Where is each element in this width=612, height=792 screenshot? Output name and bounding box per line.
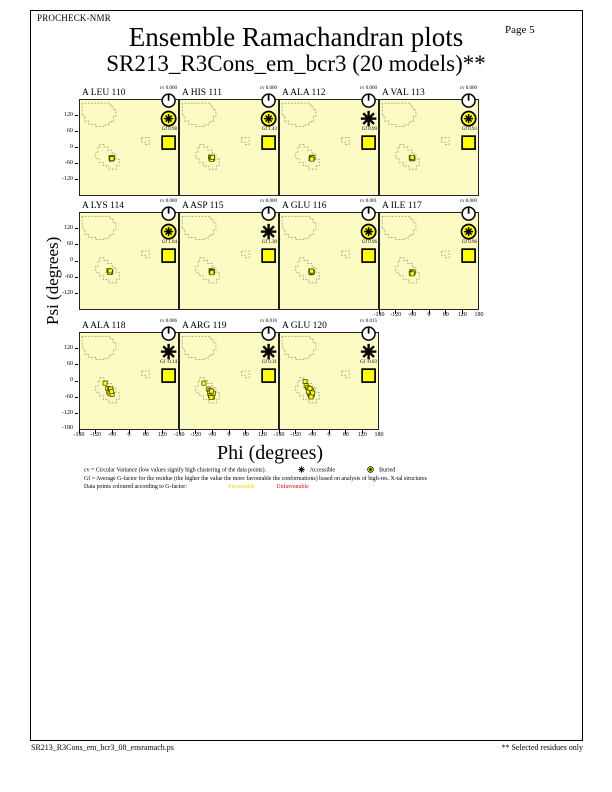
data-point	[109, 390, 113, 394]
buried-icon	[460, 223, 477, 240]
cv-line	[460, 199, 477, 240]
gf-line	[160, 240, 177, 264]
accessible-icon	[260, 343, 277, 360]
cv-dial-icon	[360, 205, 377, 222]
gf-value: Gf -0.14	[160, 359, 177, 365]
ramachandran-plot-a-arg-119	[179, 318, 279, 430]
cv-line	[360, 86, 377, 127]
residue-label: A ARG 119	[182, 321, 227, 331]
x-tick-label: 0	[327, 432, 331, 438]
cv-dial-icon	[160, 325, 177, 342]
y-tick-label: 120	[64, 224, 73, 231]
cv-value: cv 0.000	[159, 85, 177, 91]
gf-line	[260, 127, 277, 151]
cv-value: cv 0.015	[359, 318, 377, 324]
y-axis-tick	[75, 147, 79, 148]
buried-icon	[260, 110, 277, 127]
residue-label: A GLU 116	[282, 201, 327, 211]
data-point	[309, 395, 313, 399]
ramachandran-plot-a-ile-117	[379, 198, 479, 310]
data-point	[311, 391, 315, 395]
x-tick-label: 120	[257, 432, 267, 438]
legend-line-gfactor-colours	[84, 484, 574, 491]
x-tick-label: 180	[374, 432, 384, 438]
cv-value: cv 0.006	[159, 318, 177, 324]
data-point	[210, 155, 214, 159]
buried-icon	[160, 110, 177, 127]
y-axis-tick	[75, 131, 79, 132]
cv-line	[260, 319, 277, 360]
y-tick-label: 0	[70, 257, 73, 264]
buried-icon	[367, 466, 374, 476]
x-tick-label: 180	[474, 312, 484, 318]
y-tick-label: -120	[62, 410, 73, 417]
y-axis-tick	[75, 115, 79, 116]
unfavourable-label: Unfavourable	[276, 483, 309, 490]
y-axis-tick	[75, 228, 79, 229]
x-tick-label: -180	[173, 432, 185, 438]
x-tick-label: 60	[442, 312, 449, 318]
cv-value: cv 0.016	[259, 318, 277, 324]
gf-value: Gf 0.96	[461, 239, 477, 245]
y-tick-label: -120	[62, 176, 73, 183]
gf-value: Gf 0.93	[461, 126, 477, 132]
data-point	[209, 395, 213, 399]
y-axis-tick	[75, 364, 79, 365]
gf-line	[360, 127, 377, 151]
x-tick-label: -180	[273, 432, 285, 438]
gf-value: Gf 1.43	[261, 126, 277, 132]
residue-label: A HIS 111	[182, 88, 222, 98]
accessible-icon	[360, 343, 377, 360]
cv-line	[160, 319, 177, 360]
gf-line	[360, 360, 377, 384]
ramachandran-plot-a-lys-114	[79, 198, 179, 310]
x-tick-label: -120	[290, 432, 302, 438]
cv-value: cv 0.000	[459, 85, 477, 91]
footer-filename: SR213_R3Cons_em_bcr3_08_ensramach.ps	[31, 743, 174, 752]
y-tick-label: 60	[67, 127, 73, 134]
y-axis-tick	[75, 348, 79, 349]
buried-icon	[160, 223, 177, 240]
accessible-icon	[260, 223, 277, 240]
y-tick-label: -60	[65, 273, 73, 280]
cv-value: cv 0.000	[159, 198, 177, 204]
cv-value: cv 0.001	[359, 198, 377, 204]
ramachandran-plot-a-val-113	[379, 85, 479, 196]
x-tick-label: 120	[157, 432, 167, 438]
cv-dial-icon	[360, 325, 377, 342]
y-axis-tick	[75, 179, 79, 180]
cv-gf-block	[160, 319, 177, 384]
gf-square-icon	[360, 367, 377, 384]
cv-value: cv 0.000	[459, 198, 477, 204]
residue-label: A LEU 110	[82, 88, 126, 98]
y-tick-label: 60	[67, 361, 73, 368]
x-tick-label: -180	[73, 432, 85, 438]
data-point	[110, 157, 114, 161]
ramachandran-plot-a-glu-120	[279, 318, 379, 430]
cv-value: cv 0.000	[359, 85, 377, 91]
y-tick-label: 0	[70, 377, 73, 384]
gf-square-icon	[460, 247, 477, 264]
data-point	[410, 155, 414, 159]
y-axis-tick	[75, 397, 79, 398]
cv-value: cv 0.000	[259, 198, 277, 204]
gf-line	[260, 240, 277, 264]
cv-dial-icon	[460, 92, 477, 109]
residue-label: A ALA 118	[82, 321, 126, 331]
data-point	[209, 389, 213, 393]
data-point	[308, 386, 312, 390]
gf-square-icon	[360, 247, 377, 264]
cv-dial-icon	[260, 205, 277, 222]
gf-square-icon	[260, 134, 277, 151]
ramachandran-plot-a-ala-112	[279, 85, 379, 196]
gf-line	[460, 127, 477, 151]
x-tick-label: 0	[127, 432, 131, 438]
gf-square-icon	[460, 134, 477, 151]
y-tick-label: -60	[65, 160, 73, 167]
y-axis-tick	[75, 381, 79, 382]
cv-line	[260, 199, 277, 240]
x-tick-label: 60	[142, 432, 149, 438]
page-subtitle: SR213_R3Cons_em_bcr3 (20 models)**	[106, 51, 486, 76]
residue-label: A ILE 117	[382, 201, 422, 211]
accessible-label: Accessible	[309, 467, 336, 474]
y-axis-tick	[75, 413, 79, 414]
legend-cv-text: cv = Circular Variance (low values signify high clustering of the data points).	[84, 467, 267, 474]
cv-line	[260, 86, 277, 127]
x-tick-label: -60	[308, 432, 317, 438]
y-tick-label: -120	[62, 290, 73, 297]
y-axis-tick	[75, 277, 79, 278]
gf-line	[460, 240, 477, 264]
cv-dial-icon	[160, 92, 177, 109]
cv-gf-block	[260, 86, 277, 151]
page-title: Ensemble Ramachandran plots	[128, 22, 464, 52]
cv-line	[460, 86, 477, 127]
gf-value: Gf 0.96	[361, 239, 377, 245]
residue-label: A ALA 112	[282, 88, 326, 98]
ramachandran-plot-a-ala-118	[79, 318, 179, 430]
gf-value: Gf 0.99	[361, 126, 377, 132]
residue-label: A VAL 113	[382, 88, 425, 98]
x-tick-label: 120	[357, 432, 367, 438]
cv-gf-block	[160, 199, 177, 264]
data-point	[309, 269, 313, 273]
x-tick-label: 120	[457, 312, 467, 318]
x-tick-label: -60	[408, 312, 417, 318]
ramachandran-plot-a-asp-115	[179, 198, 279, 310]
ramachandran-plot-a-leu-110	[79, 85, 179, 196]
y-tick-label: 120	[64, 344, 73, 351]
legend	[84, 466, 574, 491]
y-tick-label: 0	[70, 143, 73, 150]
app-label: PROCHECK-NMR	[37, 13, 111, 23]
cv-line	[160, 199, 177, 240]
buried-icon	[360, 223, 377, 240]
gf-square-icon	[360, 134, 377, 151]
x-tick-label: -180	[373, 312, 385, 318]
gf-line	[260, 360, 277, 384]
x-tick-label: -120	[190, 432, 202, 438]
ramachandran-plot-a-his-111	[179, 85, 279, 196]
cv-dial-icon	[460, 205, 477, 222]
x-axis-title: Phi (degrees)	[216, 442, 324, 464]
cv-dial-icon	[260, 92, 277, 109]
data-point	[410, 272, 414, 276]
gf-value: Gf -0.03	[360, 359, 377, 365]
cv-value: cv 0.000	[259, 85, 277, 91]
gf-value: Gf 1.04	[161, 239, 177, 245]
x-tick-label: 0	[227, 432, 231, 438]
gf-line	[360, 240, 377, 264]
accessible-icon	[160, 343, 177, 360]
legend-gf-text: Gf = Average G-factor for the residue (the higher the value the more favourable the conformations) based on analysis of high-res. X-tal structures	[84, 476, 427, 483]
residue-label: A GLU 120	[282, 321, 327, 331]
ramachandran-plot-a-glu-116	[279, 198, 379, 310]
gf-square-icon	[160, 134, 177, 151]
cv-line	[360, 319, 377, 360]
cv-gf-block	[460, 86, 477, 151]
gf-square-icon	[160, 367, 177, 384]
cv-gf-block	[360, 86, 377, 151]
x-tick-label: 60	[342, 432, 349, 438]
accessible-icon	[360, 110, 377, 127]
cv-gf-block	[260, 199, 277, 264]
gf-value: Gf 1.30	[261, 239, 277, 245]
legend-line-gf	[84, 476, 574, 483]
cv-gf-block	[260, 319, 277, 384]
y-tick-label: 60	[67, 241, 73, 248]
x-tick-label: -120	[390, 312, 402, 318]
y-tick-label: -180	[62, 425, 73, 431]
x-tick-label: -60	[108, 432, 117, 438]
y-tick-label: 120	[64, 111, 73, 118]
buried-icon	[460, 110, 477, 127]
cv-dial-icon	[160, 205, 177, 222]
gf-line	[160, 360, 177, 384]
x-tick-label: 60	[242, 432, 249, 438]
gf-square-icon	[260, 247, 277, 264]
y-axis-tick	[75, 163, 79, 164]
data-point	[103, 381, 107, 385]
y-axis-tick	[75, 293, 79, 294]
x-tick-label: 0	[427, 312, 431, 318]
favourable-label: Favourable	[228, 483, 255, 490]
legend-colour-text: Data points coloured according to G-factor:	[84, 483, 187, 490]
data-point	[108, 269, 112, 273]
x-tick-label: -120	[90, 432, 102, 438]
gf-square-icon	[260, 367, 277, 384]
y-axis-tick	[75, 244, 79, 245]
cv-line	[360, 199, 377, 240]
x-tick-label: -60	[208, 432, 217, 438]
data-point	[210, 271, 214, 275]
page-number: Page 5	[505, 24, 535, 36]
gf-square-icon	[160, 247, 177, 264]
gf-value: Gf 0.98	[161, 126, 177, 132]
y-axis-title: Psi (degrees)	[43, 236, 62, 325]
cv-gf-block	[460, 199, 477, 264]
data-point	[310, 157, 314, 161]
gf-value: Gf 0.31	[261, 359, 277, 365]
cv-line	[160, 86, 177, 127]
cv-gf-block	[360, 199, 377, 264]
y-tick-label: -60	[65, 393, 73, 400]
y-axis-tick	[75, 261, 79, 262]
residue-label: A LYS 114	[82, 201, 124, 211]
accessible-icon	[298, 466, 305, 476]
buried-label: Buried	[379, 467, 396, 474]
gf-line	[160, 127, 177, 151]
cv-dial-icon	[260, 325, 277, 342]
cv-gf-block	[160, 86, 177, 151]
footer-note: ** Selected residues only	[501, 743, 583, 752]
cv-dial-icon	[360, 92, 377, 109]
data-point	[303, 379, 307, 383]
residue-label: A ASP 115	[182, 201, 224, 211]
cv-gf-block	[360, 319, 377, 384]
data-point	[202, 381, 206, 385]
legend-line-cv	[84, 466, 574, 476]
